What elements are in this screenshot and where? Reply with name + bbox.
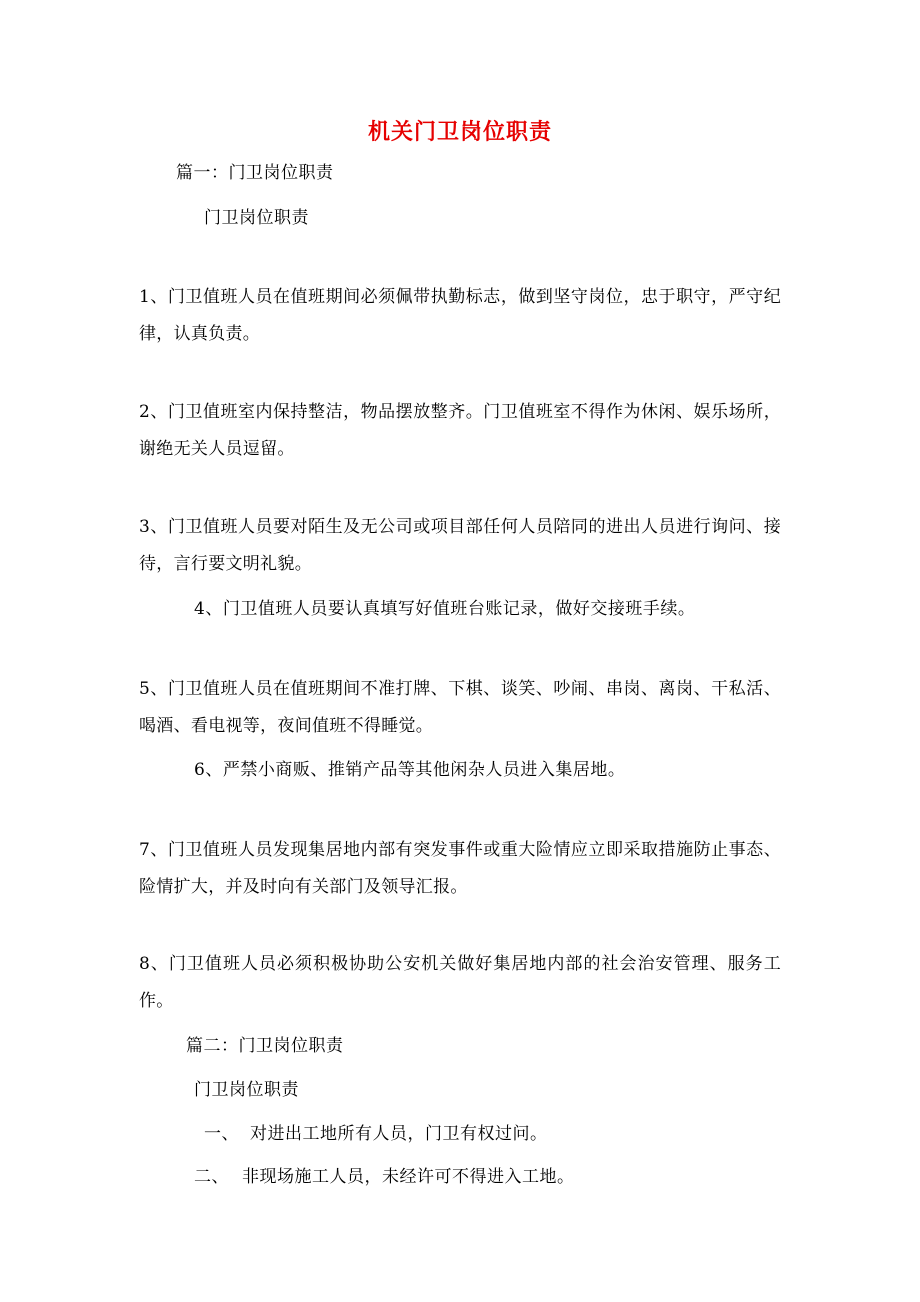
part2-heading: 篇二：门卫岗位职责 — [186, 1036, 344, 1056]
part1-item-3: 3、门卫值班人员要对陌生及无公司或项目部任何人员陪同的进出人员进行询问、接待，言行要文明礼貌。 — [139, 517, 781, 574]
part1-heading: 篇一：门卫岗位职责 — [176, 163, 334, 183]
part1-item-7: 7、门卫值班人员发现集居地内部有突发事件或重大险情应立即采取措施防止事态、险情扩大，并及时向有关部门及领导汇报。 — [139, 840, 781, 897]
part1-item-6: 6、严禁小商贩、推销产品等其他闲杂人员进入集居地。 — [194, 760, 626, 780]
part2-item-1-text: 对进出工地所有人员，门卫有权过问。 — [250, 1124, 548, 1144]
part2-subheading: 门卫岗位职责 — [194, 1080, 299, 1100]
part1-item-2: 2、门卫值班室内保持整洁，物品摆放整齐。门卫值班室不得作为休闲、娱乐场所，谢绝无关人员逗留。 — [139, 402, 781, 459]
part1-item-4: 4、门卫值班人员要认真填写好值班台账记录，做好交接班手续。 — [194, 599, 696, 619]
part1-item-1: 1、门卫值班人员在值班期间必须佩带执勤标志，做到坚守岗位，忠于职守，严守纪律，认真负责。 — [139, 287, 781, 344]
part1-item-5: 5、门卫值班人员在值班期间不准打牌、下棋、谈笑、吵闹、串岗、离岗、干私活、喝酒、看电视等，夜间值班不得睡觉。 — [139, 679, 781, 736]
part1-item-8: 8、门卫值班人员必须积极协助公安机关做好集居地内部的社会治安管理、服务工作。 — [139, 954, 781, 1011]
part2-item-1-number: 一、 — [204, 1124, 239, 1144]
part2-item-2-number: 二、 — [194, 1167, 229, 1187]
part1-subheading: 门卫岗位职责 — [204, 208, 309, 228]
document-title: 机关门卫岗位职责 — [367, 120, 552, 145]
part2-item-2-text: 非现场施工人员，未经许可不得进入工地。 — [242, 1167, 575, 1187]
